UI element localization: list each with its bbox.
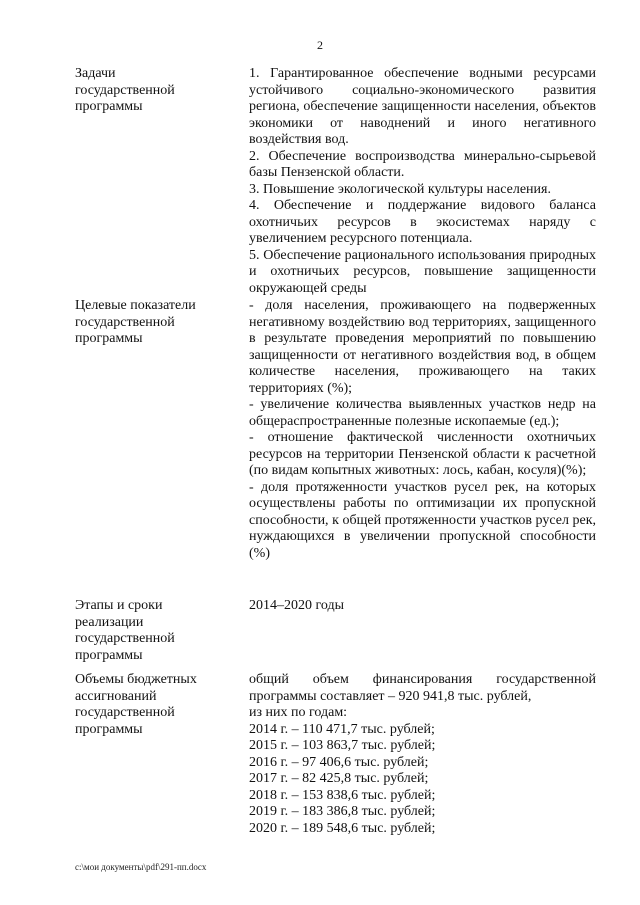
year-item: 2020 г. – 189 548,6 тыс. рублей; [249, 820, 436, 836]
year-item: 2015 г. – 103 863,7 тыс. рублей; [249, 738, 436, 753]
list-item: 5. Обеспечение рационального использования природных и охотничьих ресурсов, повышение защищенности окружающей среды [249, 247, 596, 296]
list-item: 3. Повышение экологической культуры населения. [249, 181, 551, 197]
file-path-footer: c:\мои документы\pdf\291-пп.docx [75, 862, 207, 872]
list-item: 2014–2020 годы [249, 598, 345, 613]
section-label: Объемы бюджетных ассигнований государственной программы [75, 672, 197, 737]
years-list [249, 722, 596, 838]
section-label: Задачи государственной программы [75, 66, 175, 114]
section-label: Целевые показатели государственной программы [75, 298, 196, 346]
list-item: 4. Обеспечение и поддержание видового баланса охотничьих ресурсов в экосистемах наряду с увеличением ресурсного потенциала. [249, 198, 596, 246]
list-item: - увеличение количества выявленных участков недр на общераспространенные полезные ископаемые (ед.); [249, 397, 596, 429]
section-content [249, 66, 596, 297]
list-item: 2. Обеспечение воспроизводства минерально-сырьевой базы Пензенской области. [249, 148, 596, 180]
list-item: из них по годам: [249, 705, 348, 720]
year-item: 2014 г. – 110 471,7 тыс. рублей; [249, 721, 435, 737]
list-item: общий объем финансирования государственной программы составляет – 920 941,8 тыс. рублей, [249, 672, 596, 704]
list-item: 1. Гарантированное обеспечение водными ресурсами устойчивого социально-экономического развития региона, обеспечение защищенности населения, объектов экономики от наводнений и иного негативного воздействия вод. [249, 66, 596, 147]
year-item: 2017 г. – 82 425,8 тыс. рублей; [249, 771, 429, 786]
section-content [249, 598, 596, 615]
list-item: - отношение фактической численности охотничьих ресурсов на территории Пензенской области к расчетной (по видам копытных животных: лось, кабан, косуля)(%); [249, 430, 596, 478]
section-content [249, 298, 596, 562]
list-item: - доля протяженности участков русел рек, на которых осуществлены работы по оптимизации их пропускной способности, к общей протяженности участков русел рек, нуждающихся в увеличении пропускной способности (%) [249, 479, 596, 561]
page-number: 2 [317, 38, 323, 52]
year-item: 2018 г. – 153 838,6 тыс. рублей; [249, 787, 436, 803]
year-item: 2016 г. – 97 406,6 тыс. рублей; [249, 754, 429, 770]
section-label: Этапы и сроки реализации государственной программы [75, 598, 175, 663]
list-item: - доля населения, проживающего на подверженных негативному воздействию вод территориях, защищенного в результате проведения мероприятий по повышению защищенности от негативного воздействия вод, в общем количестве населения, проживающего на таких территориях (%); [249, 298, 596, 396]
section-content [249, 672, 596, 837]
year-item: 2019 г. – 183 386,8 тыс. рублей; [249, 804, 436, 819]
